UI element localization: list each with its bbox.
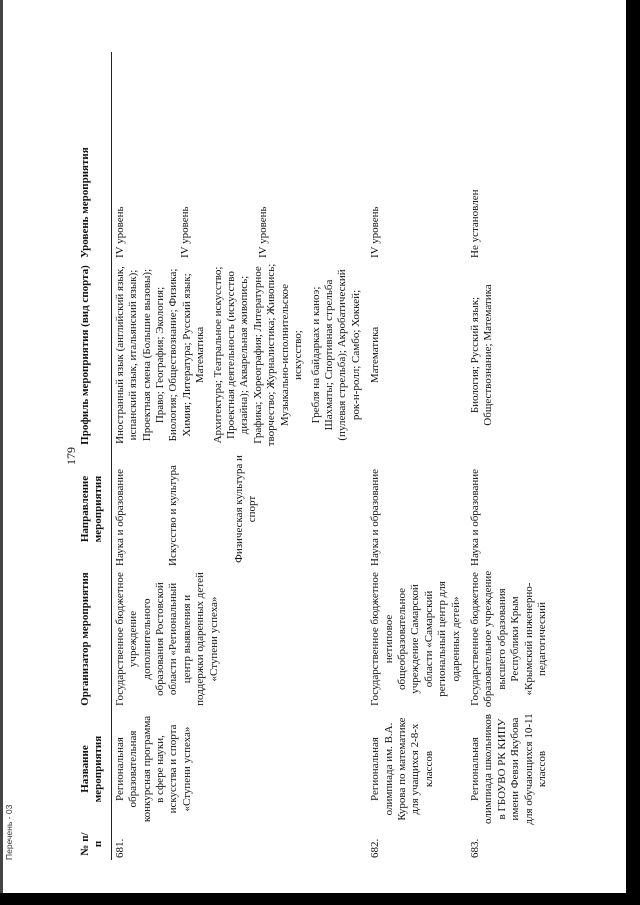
event-direction: Наука и образование (369, 468, 382, 566)
header-profile: Профиль мероприятия (вид спорта) (79, 265, 91, 445)
event-name: Региональная образовательная конкурсная программа в сфере науки, искусства и спорта «Ступени успеха» (113, 715, 193, 823)
event-direction (111, 450, 367, 568)
header-num: № п/п (79, 832, 105, 856)
event-name: Региональная олимпиада школьников в ГБОУВО РК КИПУ имени Февзи Якубова для обучающихся 10-11 классов (468, 713, 548, 825)
profile-item: Иностранный язык (английский язык, испанский язык, итальянский язык); Проектная смена (Большие вызовы); Право; География; Экология; Биология; Обществознание; Физика; Химия; Литература; Русский язык; Математика (113, 266, 207, 444)
event-organizer: Государственное бюджетное образовательное учреждение высшего образования Республики Крым «Крымский инженерно-педагогический (468, 570, 548, 708)
row-number: 682. (369, 838, 382, 858)
scan-edge-right (626, 0, 640, 905)
events-table (78, 52, 553, 860)
rotated-page (4, 52, 570, 860)
event-profile (111, 260, 367, 450)
header-level: Уровень мероприятия (79, 147, 91, 258)
table-row (111, 52, 367, 860)
row-number: 681. (113, 838, 126, 858)
header-direction: Направление мероприятия (79, 475, 105, 543)
header-name: Название мероприятия (79, 735, 105, 803)
table-row (467, 52, 553, 860)
event-direction: Наука и образование (468, 468, 481, 566)
direction-item: Искусство и культура (167, 465, 180, 566)
direction-item: Наука и образование (113, 468, 126, 566)
level-item: IV уровень (179, 206, 192, 258)
event-organizer: Государственное бюджетное нетиповое общеобразовательное учреждение Самарской области «Самарский региональный центр для одаренных детей» (369, 572, 462, 706)
header-organizer: Организатор мероприятия (79, 572, 91, 706)
event-level: IV уровень (369, 206, 382, 258)
profile-item: Архитектура; Театральное искусство; Проектная деятельность (искусство дизайна); Акварельная живопись; Графика; Хореография; Литературное творчество; Журналистика; Живопись; Музыкально-исполнительское искусство; (211, 263, 305, 447)
event-level: Не установлен (468, 189, 481, 258)
event-profile: Математика (369, 326, 382, 384)
table-header-row (78, 52, 111, 860)
scan-edge-left (0, 0, 3, 905)
event-level (111, 52, 367, 260)
scan-edge-bottom (0, 893, 640, 905)
direction-item: Физическая культура и спорт (232, 455, 259, 563)
footer-note: Перечень - 03 (4, 804, 14, 860)
event-organizer: Государственное бюджетное учреждение дополнительного образования Ростовской области «Региональный центр выявления и поддержки одаренных детей «Ступени успеха» (113, 572, 220, 706)
table-row (367, 52, 467, 860)
page-number: 179 (64, 447, 78, 465)
event-profile: Биология; Русский язык; Обществознание; Математика (468, 284, 495, 426)
row-number: 683. (468, 838, 481, 858)
profile-item: Гребля на байдарках и каноэ; Шахматы; Спортивная стрельба (пулевая стрельба); Акробатический рок-н-ролл; Самбо; Хоккей; (309, 269, 362, 441)
level-item: IV уровень (113, 206, 126, 258)
level-item: IV уровень (256, 206, 269, 258)
event-name: Региональная олимпиада им. В.А. Курова по математике для учащихся 2-8-х классов (369, 717, 435, 821)
